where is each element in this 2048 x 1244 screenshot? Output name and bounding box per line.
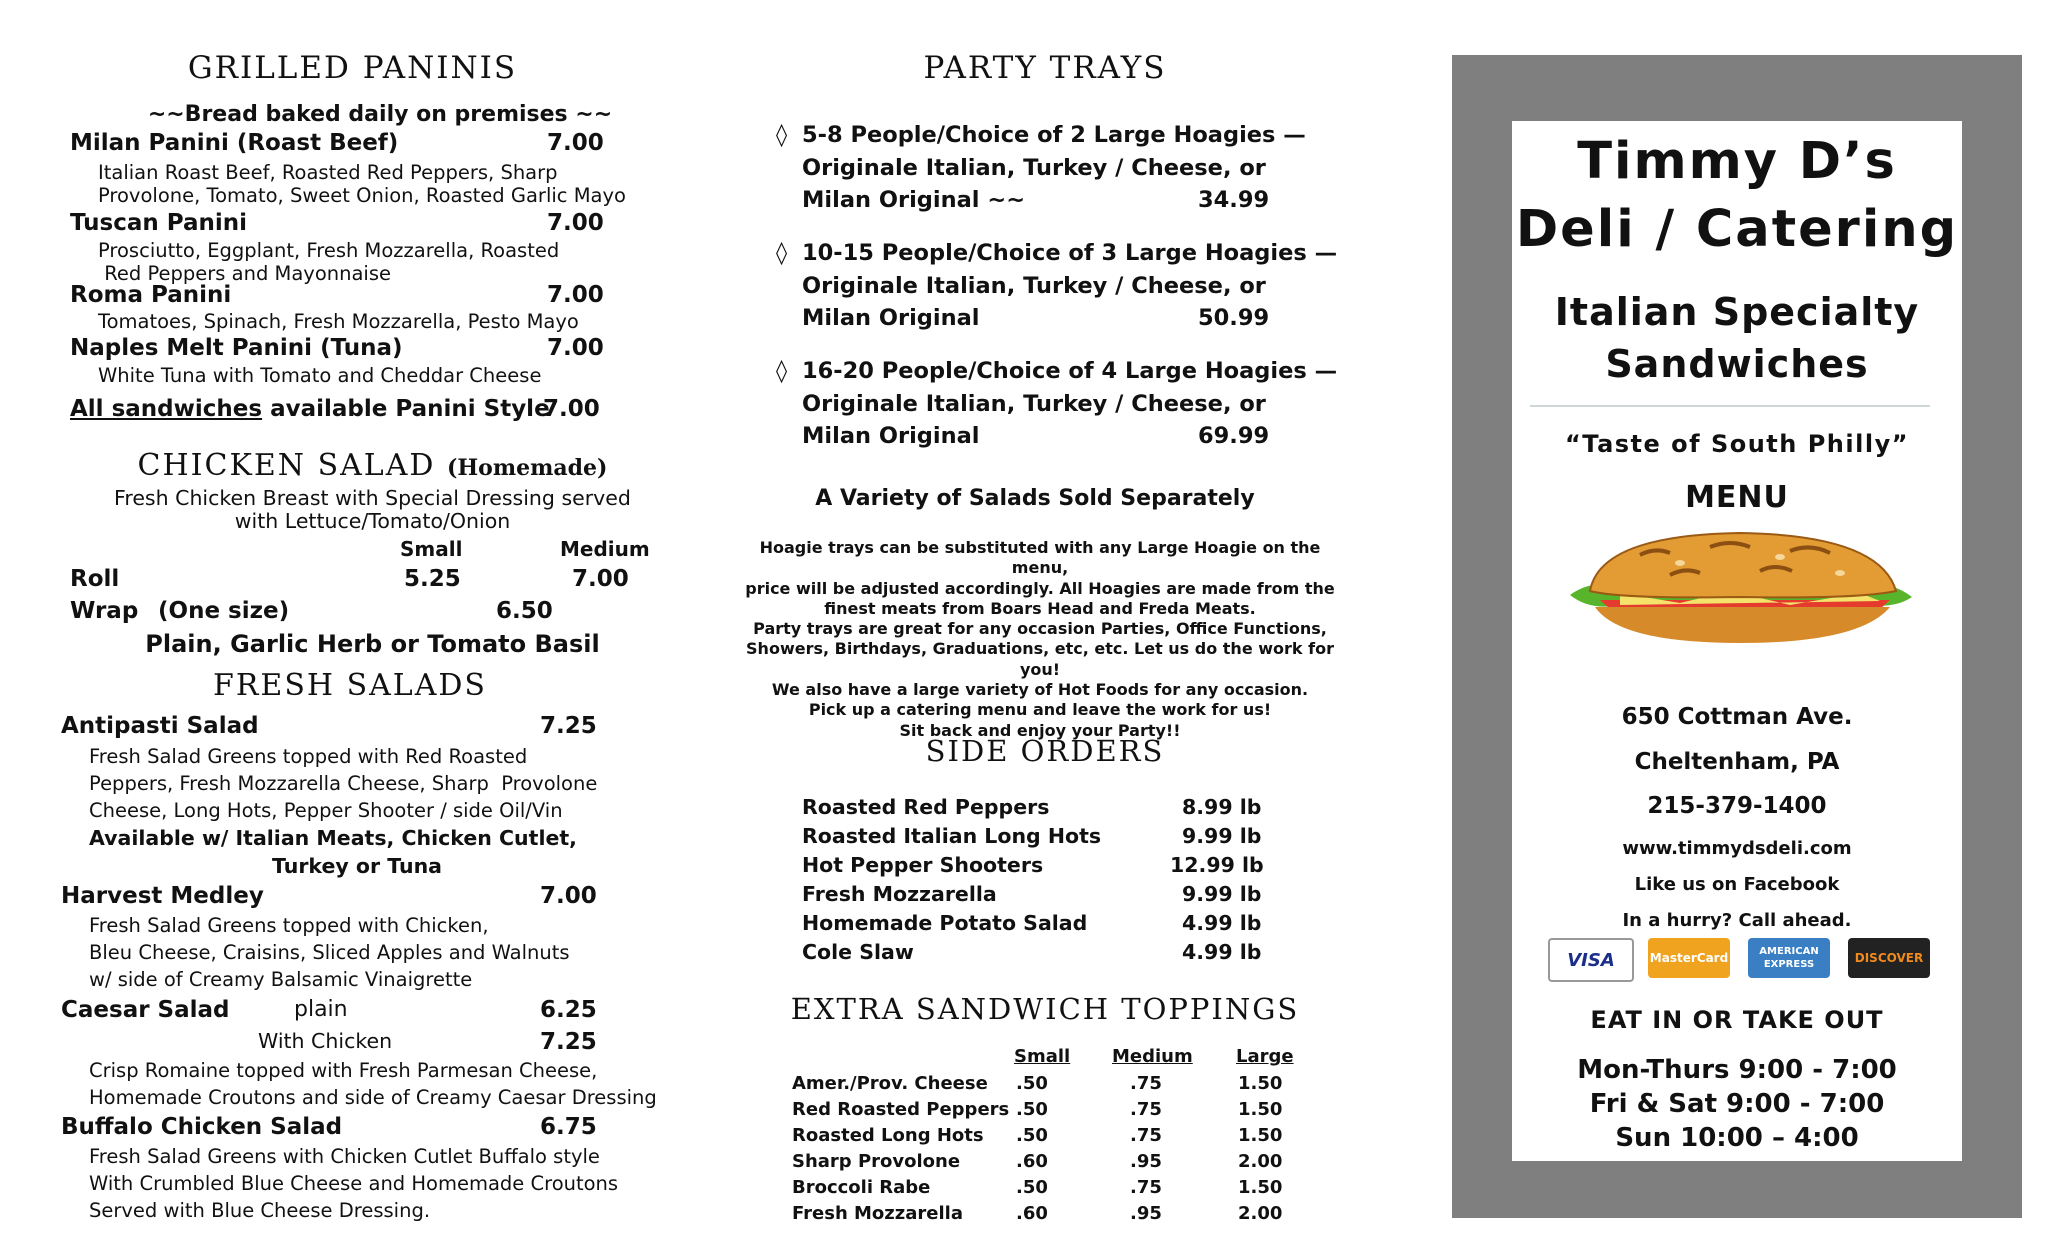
topping-name: Red Roasted Peppers [792, 1099, 1010, 1120]
note-line: Pick up a catering menu and leave the work for us! [808, 700, 1272, 720]
topping-name: Sharp Provolone [792, 1151, 961, 1172]
tray-3-bullet: ◊ [776, 358, 788, 384]
address: 650 Cottman Ave. [1621, 704, 1853, 730]
caesar-chicken-label: With Chicken [258, 1029, 393, 1053]
side-item-price: 9.99 lb [1182, 882, 1262, 906]
website-link[interactable]: www.timmydsdeli.com [1622, 838, 1852, 859]
note-line: finest meats from Boars Head and Freda Meats. [824, 598, 1256, 618]
note-line: We also have a large variety of Hot Foods for any occasion. [771, 680, 1309, 700]
milan-panini-price: 7.00 [547, 130, 604, 156]
side-item-name: Hot Pepper Shooters [802, 853, 1044, 877]
all-sandwiches-price: 7.00 [543, 396, 600, 422]
all-sandwiches-rest: available Panini Style [262, 396, 550, 422]
hours-sunday: Sun 10:00 – 4:00 [1615, 1123, 1859, 1153]
chicken-col-medium: Medium [560, 537, 650, 561]
specialty-line-2: Sandwiches [1605, 342, 1869, 386]
note-line: price will be adjusted accordingly. All Hoagies are made from the [745, 578, 1335, 598]
mastercard-label: MasterCard [1649, 950, 1729, 965]
topping-large: 1.50 [1238, 1073, 1283, 1094]
tray-3-line-1: 16-20 People/Choice of 4 Large Hoagies — [802, 358, 1338, 384]
topping-name: Broccoli Rabe [792, 1177, 931, 1198]
note-line: Party trays are great for any occasion Parties, Office Functions, [753, 619, 1327, 639]
tray-1-line-1: 5-8 People/Choice of 2 Large Hoagies — [802, 122, 1306, 148]
antipasti-price: 7.25 [540, 713, 597, 739]
harvest-price: 7.00 [540, 883, 597, 909]
antipasti-desc-1: Fresh Salad Greens topped with Red Roasted [89, 745, 528, 768]
tray-1-line-2: Originale Italian, Turkey / Cheese, or [802, 155, 1266, 181]
facebook-note: Like us on Facebook [1634, 874, 1840, 895]
naples-panini-desc: White Tuna with Tomato and Cheddar Cheese [98, 364, 542, 387]
topping-name: Amer./Prov. Cheese [792, 1073, 988, 1094]
side-item-price: 9.99 lb [1182, 824, 1262, 848]
mastercard-card-icon [1648, 938, 1730, 978]
roma-panini-desc: Tomatoes, Spinach, Fresh Mozzarella, Pesto Mayo [98, 310, 579, 333]
call-ahead-note: In a hurry? Call ahead. [1622, 910, 1852, 931]
topping-medium: .95 [1130, 1203, 1162, 1224]
antipasti-name: Antipasti Salad [61, 713, 259, 739]
toppings-col-large: Large [1236, 1046, 1294, 1067]
menu-title: MENU [1685, 480, 1789, 515]
wrap-label: Wrap [70, 598, 139, 624]
discover-label: DISCOVER [1854, 950, 1924, 965]
caesar-plain-price: 6.25 [540, 997, 597, 1023]
side-item-name: Roasted Italian Long Hots [802, 824, 1102, 848]
antipasti-desc-2: Peppers, Fresh Mozzarella Cheese, Sharp Provolone [89, 772, 598, 795]
naples-panini-name: Naples Melt Panini (Tuna) [70, 335, 403, 361]
topping-medium: .75 [1130, 1099, 1162, 1120]
topping-large: 1.50 [1238, 1177, 1283, 1198]
topping-large: 2.00 [1238, 1151, 1283, 1172]
all-sandwiches-line [70, 396, 550, 422]
side-orders-heading: SIDE ORDERS [925, 734, 1165, 768]
note-line: Showers, Birthdays, Graduations, etc, etc. Let us do the work for you! [746, 639, 1334, 679]
topping-small: .50 [1016, 1125, 1048, 1146]
naples-panini-price: 7.00 [547, 335, 604, 361]
side-item-price: 12.99 lb [1170, 853, 1264, 877]
tray-2-bullet: ◊ [776, 240, 788, 266]
topping-large: 2.00 [1238, 1203, 1283, 1224]
roll-small-price: 5.25 [404, 566, 461, 592]
salads-sold-separately: A Variety of Salads Sold Separately [815, 486, 1255, 511]
hours-fri-sat: Fri & Sat 9:00 - 7:00 [1589, 1089, 1885, 1119]
tray-1-bullet: ◊ [776, 122, 788, 148]
topping-small: .60 [1016, 1203, 1048, 1224]
chicken-flavors: Plain, Garlic Herb or Tomato Basil [145, 630, 600, 658]
specialty-line-1: Italian Specialty [1554, 290, 1920, 334]
side-item-name: Fresh Mozzarella [802, 882, 997, 906]
topping-medium: .95 [1130, 1151, 1162, 1172]
wrap-price: 6.50 [496, 598, 553, 624]
caesar-desc-2: Homemade Croutons and side of Creamy Caesar Dressing [89, 1086, 657, 1109]
chicken-salad-homemade: (Homemade) [446, 455, 608, 481]
toppings-col-medium: Medium [1112, 1046, 1193, 1067]
buffalo-price: 6.75 [540, 1114, 597, 1140]
side-item-name: Cole Slaw [802, 940, 914, 964]
eat-in-take-out: EAT IN OR TAKE OUT [1590, 1006, 1884, 1034]
discover-card-icon [1848, 938, 1930, 978]
chicken-salad-title: CHICKEN SALAD [137, 448, 436, 483]
tuscan-panini-desc-2: Red Peppers and Mayonnaise [98, 262, 392, 285]
antipasti-avail-2: Turkey or Tuna [272, 854, 443, 878]
milan-panini-desc-1: Italian Roast Beef, Roasted Red Peppers, Sharp [98, 161, 558, 184]
brand-name-line-1: Timmy D’s [1577, 132, 1897, 191]
roma-panini-name: Roma Panini [70, 282, 232, 308]
city-state: Cheltenham, PA [1634, 749, 1840, 775]
tray-1-line-3: Milan Original ~~ [802, 187, 1026, 213]
divider [1530, 405, 1930, 407]
antipasti-avail-1: Available w/ Italian Meats, Chicken Cutlet, [89, 826, 577, 850]
wrap-size: (One size) [158, 598, 290, 624]
roll-medium-price: 7.00 [572, 566, 629, 592]
brand-name-line-2: Deli / Catering [1515, 200, 1959, 259]
topping-small: .50 [1016, 1073, 1048, 1094]
tray-1-price: 34.99 [1198, 187, 1270, 213]
bread-note: ~~Bread baked daily on premises ~~ [147, 102, 613, 127]
tray-2-line-3: Milan Original [802, 305, 980, 331]
harvest-desc-2: Bleu Cheese, Craisins, Sliced Apples and Walnuts [89, 941, 570, 964]
tray-3-line-3: Milan Original [802, 423, 980, 449]
note-line: Hoagie trays can be substituted with any Large Hoagie on the menu, [759, 538, 1321, 578]
party-trays-heading: PARTY TRAYS [923, 50, 1167, 86]
phone-number[interactable]: 215-379-1400 [1647, 793, 1827, 819]
visa-label: VISA [1567, 949, 1615, 971]
antipasti-desc-3: Cheese, Long Hots, Pepper Shooter / side Oil/Vin [89, 799, 563, 822]
extra-toppings-heading: EXTRA SANDWICH TOPPINGS [790, 992, 1300, 1026]
buffalo-desc-3: Served with Blue Cheese Dressing. [89, 1199, 431, 1222]
caesar-plain-label: plain [294, 997, 348, 1022]
tray-2-price: 50.99 [1198, 305, 1270, 331]
tray-3-line-2: Originale Italian, Turkey / Cheese, or [802, 391, 1266, 417]
tray-2-line-2: Originale Italian, Turkey / Cheese, or [802, 273, 1266, 299]
chicken-col-small: Small [400, 537, 463, 561]
hoagie-tray-note [730, 538, 1350, 741]
caesar-chicken-price: 7.25 [540, 1029, 597, 1055]
milan-panini-desc-2: Provolone, Tomato, Sweet Onion, Roasted Garlic Mayo [98, 184, 626, 207]
topping-name: Fresh Mozzarella [792, 1203, 963, 1224]
topping-name: Roasted Long Hots [792, 1125, 984, 1146]
milan-panini-name: Milan Panini (Roast Beef) [70, 130, 399, 156]
topping-medium: .75 [1130, 1125, 1162, 1146]
visa-card-icon [1548, 938, 1634, 982]
buffalo-desc-1: Fresh Salad Greens with Chicken Cutlet Buffalo style [89, 1145, 600, 1168]
side-item-name: Roasted Red Peppers [802, 795, 1050, 819]
chicken-salad-desc-2: with Lettuce/Tomato/Onion [234, 509, 511, 533]
tray-3-price: 69.99 [1198, 423, 1270, 449]
hoagie-sandwich-icon [1560, 525, 1920, 655]
harvest-desc-1: Fresh Salad Greens topped with Chicken, [89, 914, 489, 937]
topping-small: .50 [1016, 1099, 1048, 1120]
topping-large: 1.50 [1238, 1125, 1283, 1146]
harvest-name: Harvest Medley [61, 883, 264, 909]
side-item-price: 8.99 lb [1182, 795, 1262, 819]
caesar-desc-1: Crisp Romaine topped with Fresh Parmesan Cheese, [89, 1059, 598, 1082]
buffalo-name: Buffalo Chicken Salad [61, 1114, 343, 1140]
fresh-salads-heading: FRESH SALADS [213, 668, 487, 703]
all-sandwiches-underlined: All sandwiches [70, 396, 263, 422]
topping-medium: .75 [1130, 1177, 1162, 1198]
tuscan-panini-price: 7.00 [547, 210, 604, 236]
topping-small: .50 [1016, 1177, 1048, 1198]
roll-label: Roll [70, 566, 120, 592]
toppings-col-small: Small [1014, 1046, 1071, 1067]
tuscan-panini-name: Tuscan Panini [70, 210, 248, 236]
tagline: “Taste of South Philly” [1565, 430, 1909, 458]
note-line: Sit back and enjoy your Party!! [899, 720, 1181, 740]
side-item-name: Homemade Potato Salad [802, 911, 1088, 935]
topping-small: .60 [1016, 1151, 1048, 1172]
caesar-name: Caesar Salad [61, 997, 230, 1023]
amex-card-icon [1748, 938, 1830, 978]
chicken-salad-heading [0, 448, 745, 483]
hoagie-sandwich-illustration [1560, 525, 1920, 655]
tray-2-line-1: 10-15 People/Choice of 3 Large Hoagies — [802, 240, 1338, 266]
topping-large: 1.50 [1238, 1099, 1283, 1120]
side-item-price: 4.99 lb [1182, 911, 1262, 935]
grilled-paninis-heading: GRILLED PANINIS [187, 50, 518, 86]
hours-weekday: Mon-Thurs 9:00 - 7:00 [1577, 1055, 1897, 1085]
harvest-desc-3: w/ side of Creamy Balsamic Vinaigrette [89, 968, 473, 991]
topping-medium: .75 [1130, 1073, 1162, 1094]
chicken-salad-desc-1: Fresh Chicken Breast with Special Dressing served [114, 486, 631, 510]
tuscan-panini-desc-1: Prosciutto, Eggplant, Fresh Mozzarella, Roasted [98, 239, 560, 262]
roma-panini-price: 7.00 [547, 282, 604, 308]
side-item-price: 4.99 lb [1182, 940, 1262, 964]
buffalo-desc-2: With Crumbled Blue Cheese and Homemade Croutons [89, 1172, 619, 1195]
amex-label: AMERICAN EXPRESS [1759, 946, 1819, 970]
